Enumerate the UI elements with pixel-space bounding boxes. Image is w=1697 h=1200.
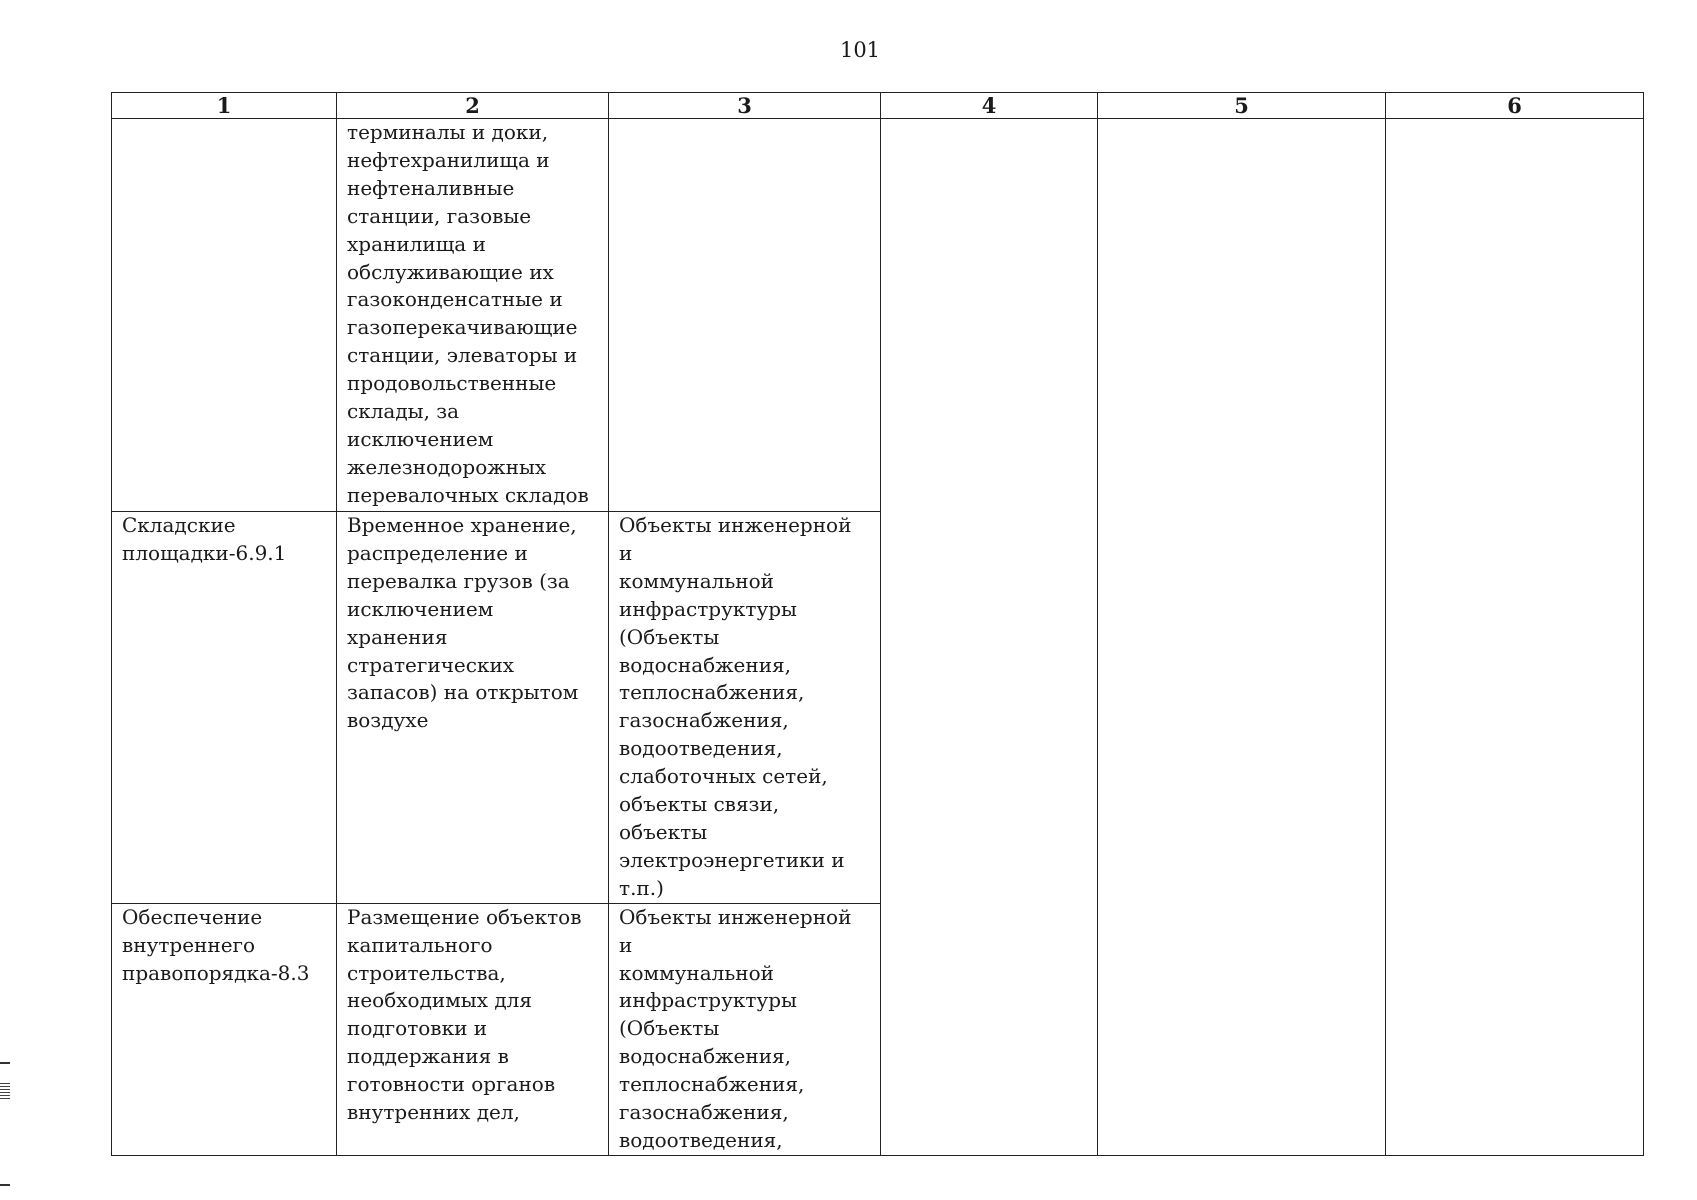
margin-scan-mark bbox=[0, 1062, 10, 1064]
cell-column-5 bbox=[1098, 119, 1386, 1156]
cell-column-4 bbox=[881, 119, 1098, 1156]
cell-text: Обеспечение внутреннего правопорядка-8.3 bbox=[122, 904, 310, 985]
cell-text: Размещение объектов капитального строительства, необходимых для подготовки и поддержания в готовности органов внутренних дел, bbox=[347, 904, 582, 1125]
cell-description bbox=[337, 903, 609, 1155]
table-header-row bbox=[112, 93, 1644, 119]
cell-use-type bbox=[112, 119, 337, 512]
margin-scan-mark bbox=[0, 1184, 10, 1186]
cell-text: терминалы и доки, нефтехранилища и нефтеналивные станции, газовые хранилища и обслуживающие их газоконденсатные и газоперекачивающие станции, элеваторы и продовольственные склады, за исключением железнодорожных перевалочных складов bbox=[347, 120, 589, 507]
column-header-2: 2 bbox=[337, 93, 609, 119]
column-header-6: 6 bbox=[1386, 93, 1644, 119]
cell-use-type bbox=[112, 903, 337, 1155]
column-header-1: 1 bbox=[112, 93, 337, 119]
table-row bbox=[112, 119, 1644, 512]
cell-column-6 bbox=[1386, 119, 1644, 1156]
cell-text: Объекты инженерной и коммунальной инфраструктуры (Объекты водоснабжения, теплоснабжения, газоснабжения, водоотведения, слаботочных сетей, объекты связи, объекты электроэнергетики и т.п.) bbox=[619, 513, 852, 900]
cell-text: Объекты инженерной и коммунальной инфраструктуры (Объекты водоснабжения, теплоснабжения, газоснабжения, водоотведения, bbox=[619, 904, 852, 1152]
cell-description bbox=[337, 512, 609, 904]
cell-description bbox=[337, 119, 609, 512]
cell-text: Временное хранение, распределение и перевалка грузов (за исключением хранения стратегических запасов) на открытом воздухе bbox=[347, 513, 579, 733]
cell-auxiliary-use bbox=[609, 512, 881, 904]
margin-scan-lines bbox=[0, 1083, 10, 1101]
column-header-3: 3 bbox=[609, 93, 881, 119]
page-number: 101 bbox=[839, 38, 881, 62]
cell-use-type bbox=[112, 512, 337, 904]
land-use-table bbox=[111, 92, 1644, 1156]
column-header-5: 5 bbox=[1098, 93, 1386, 119]
cell-auxiliary-use bbox=[609, 119, 881, 512]
cell-auxiliary-use bbox=[609, 903, 881, 1155]
cell-text: Складские площадки-6.9.1 bbox=[122, 513, 287, 565]
column-header-4: 4 bbox=[881, 93, 1098, 119]
